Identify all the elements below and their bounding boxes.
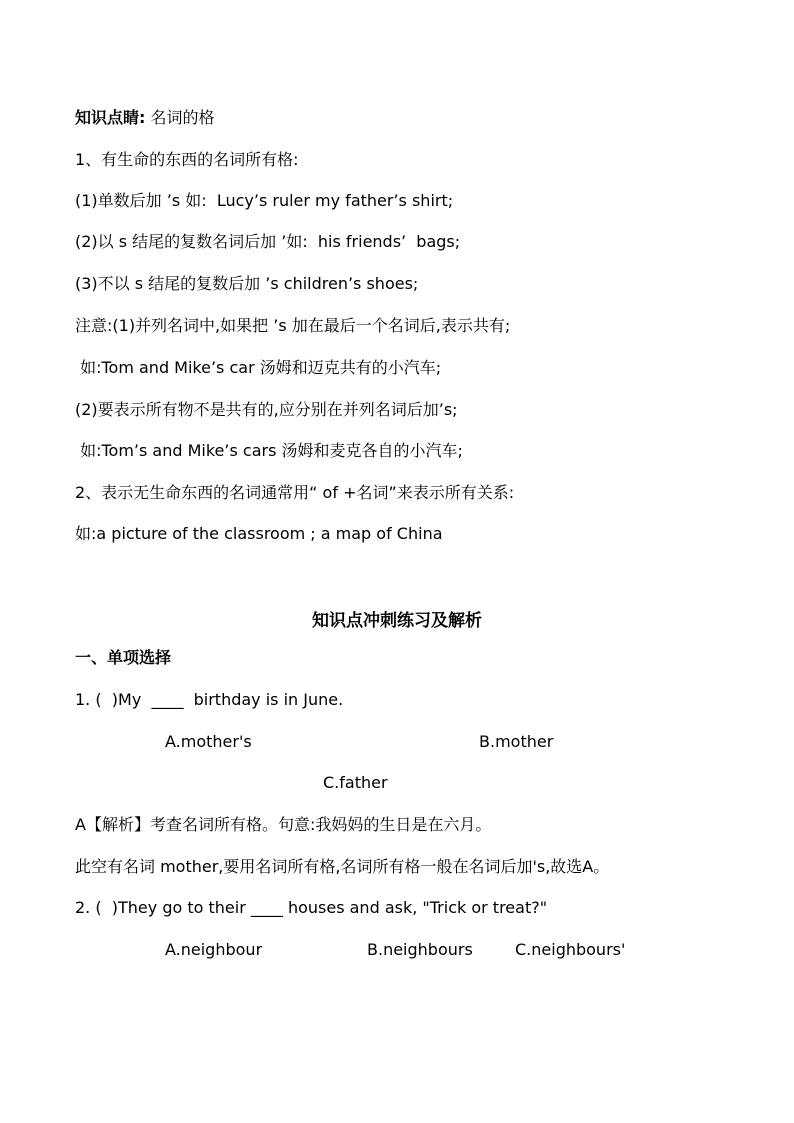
question-1-analysis-2: 此空有名词 mother,要用名词所有格,名词所有格一般在名词后加's,故选A。 (75, 857, 610, 876)
question-2-option-c: C.neighbours' (515, 940, 626, 959)
note-2-example: 如:Tom’s and Mike’s cars 汤姆和麦克各自的小汽车; (75, 441, 463, 460)
rule-1: (1)单数后加 ’s 如: Lucy’s ruler my father’s shirt; (75, 191, 454, 210)
knowledge-heading (75, 108, 215, 128)
question-1-analysis-1: A【解析】考查名词所有格。句意:我妈妈的生日是在六月。 (75, 815, 492, 834)
note-1: 注意:(1)并列名词中,如果把 ’s 加在最后一个名词后,表示共有; (75, 316, 511, 335)
point-1: 1、有生命的东西的名词所有格: (75, 150, 299, 169)
question-1-option-c: C.father (323, 773, 388, 792)
note-1-example: 如:Tom and Mike’s car 汤姆和迈克共有的小汽车; (75, 358, 442, 377)
question-2-option-a: A.neighbour (165, 940, 263, 959)
rule-2: (2)以 s 结尾的复数名词后加 ’如: his friends’ bags; (75, 232, 461, 251)
question-1-option-a: A.mother's (165, 732, 252, 751)
rule-3: (3)不以 s 结尾的复数后加 ’s children’s shoes; (75, 274, 419, 293)
question-1-option-b: B.mother (479, 732, 554, 751)
point-2-example: 如:a picture of the classroom ; a map of China (75, 524, 443, 543)
question-2-option-b: B.neighbours (367, 940, 473, 959)
practice-title: 知识点冲刺练习及解析 (312, 611, 482, 631)
point-2: 2、表示无生命东西的名词通常用“ of +名词”来表示所有关系: (75, 483, 515, 502)
question-2-stem: 2. ( )They go to their ____ houses and ask, "Trick or treat?" (75, 898, 548, 917)
section-single-choice: 一、单项选择 (75, 648, 172, 667)
note-2: (2)要表示所有物不是共有的,应分别在并列名词后加’s; (75, 400, 458, 419)
question-1-stem: 1. ( )My ____ birthday is in June. (75, 690, 344, 709)
knowledge-heading-topic: 名词的格 (145, 108, 215, 127)
knowledge-heading-label: 知识点睛: (75, 108, 146, 127)
